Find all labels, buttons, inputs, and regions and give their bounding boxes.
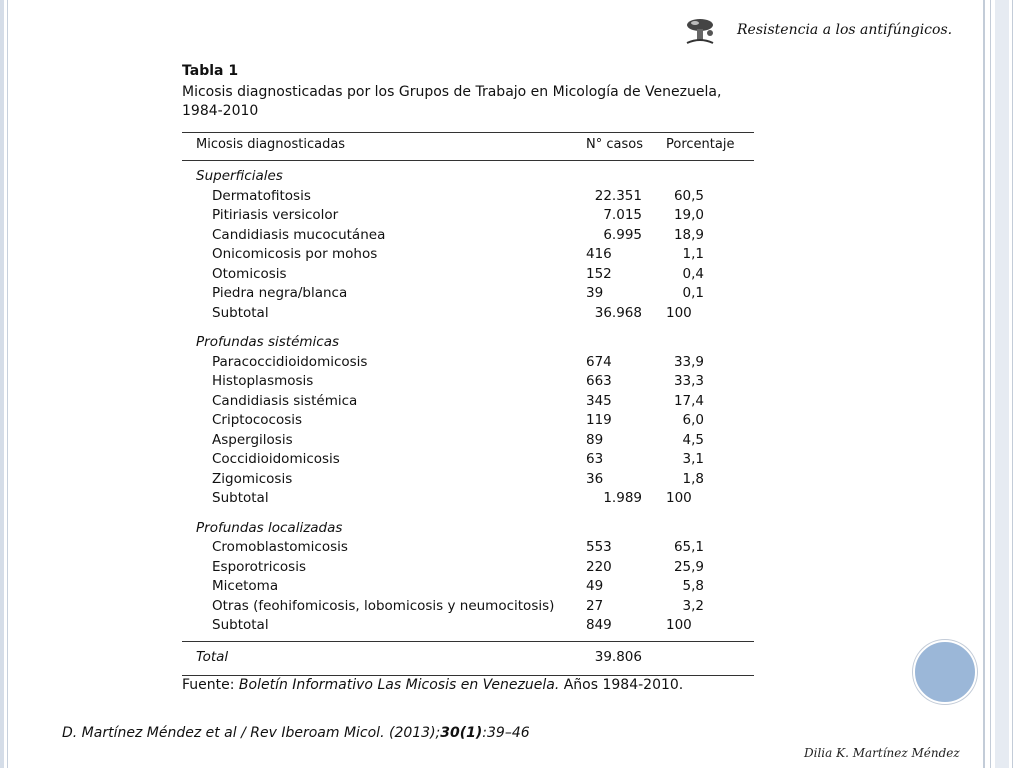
frame-right-line-2 — [990, 0, 991, 768]
cell-cases: 220 — [586, 558, 612, 575]
source-prefix: Fuente: — [182, 677, 239, 693]
group-name: Profundas localizadas — [196, 519, 343, 536]
column-header-micosis: Micosis diagnosticadas — [196, 137, 346, 152]
table-row — [182, 305, 754, 324]
table-row — [182, 559, 754, 578]
frame-right-line-1 — [983, 0, 985, 768]
table-row — [182, 539, 754, 558]
cell-percentage: 100 — [666, 304, 692, 321]
cell-cases: 36 — [586, 470, 604, 487]
table-row — [182, 188, 754, 207]
citation-pages: :39–46 — [482, 725, 530, 741]
cell-name: Aspergilosis — [212, 431, 293, 448]
cell-name: Candidiasis mucocutánea — [212, 226, 386, 243]
cell-name: Subtotal — [212, 617, 269, 633]
cell-cases: 22.351 — [594, 187, 642, 204]
table-row — [182, 285, 754, 304]
cell-cases: 6.995 — [603, 226, 642, 243]
decorative-circle — [913, 640, 977, 704]
table-row — [182, 432, 754, 451]
table-row — [182, 451, 754, 470]
cell-percentage: 100 — [666, 617, 692, 633]
cell-percentage: 4,5 — [682, 431, 704, 448]
table-row — [182, 490, 754, 509]
cell-percentage: 100 — [666, 490, 692, 506]
table-row — [182, 373, 754, 392]
cell-name: Pitiriasis versicolor — [212, 207, 339, 223]
table-row — [182, 471, 754, 490]
cell-cases: 63 — [586, 451, 604, 467]
cell-name: Cromoblastomicosis — [212, 539, 348, 555]
cell-cases: 7.015 — [603, 207, 642, 223]
cell-cases: 416 — [586, 246, 612, 262]
cell-cases: 663 — [586, 373, 612, 389]
total-cases: 39.806 — [594, 648, 642, 665]
cell-percentage: 5,8 — [682, 578, 704, 594]
cell-cases: 36.968 — [594, 304, 642, 321]
cell-percentage: 1,8 — [682, 470, 704, 487]
table-row — [182, 412, 754, 431]
table-header-rule — [182, 160, 754, 161]
cell-name: Histoplasmosis — [212, 373, 314, 389]
group-name: Profundas sistémicas — [196, 334, 340, 350]
cell-cases: 345 — [586, 392, 612, 409]
cell-cases: 49 — [586, 578, 604, 594]
table-total-rule — [182, 641, 754, 642]
table-row — [182, 598, 754, 617]
citation-volume: 30(1) — [440, 725, 483, 741]
cell-name: Piedra negra/blanca — [212, 285, 348, 301]
table-top-rule — [182, 132, 754, 133]
source-suffix: Años 1984-2010. — [559, 677, 684, 693]
cell-name: Esporotricosis — [212, 558, 306, 575]
total-label: Total — [196, 648, 229, 665]
cell-percentage: 17,4 — [673, 392, 704, 409]
cell-name: Onicomicosis por mohos — [212, 246, 378, 262]
cell-name: Criptococosis — [212, 412, 303, 428]
frame-left-line — [7, 0, 8, 768]
cell-cases: 1.989 — [603, 490, 642, 506]
cell-percentage: 3,2 — [682, 597, 704, 614]
frame-right-line-3 — [1012, 0, 1013, 768]
table-group-row — [182, 334, 754, 353]
table-row — [182, 393, 754, 412]
cell-name: Micetoma — [212, 578, 279, 594]
cell-cases: 27 — [586, 597, 604, 614]
cell-percentage: 1,1 — [682, 246, 704, 262]
cell-cases: 119 — [586, 412, 612, 428]
frame-right-stripe — [995, 0, 1009, 768]
cell-percentage: 60,5 — [673, 187, 704, 204]
cell-name: Otomicosis — [212, 265, 287, 282]
cell-percentage: 65,1 — [673, 539, 704, 555]
frame-left-stripe — [0, 0, 4, 768]
table-source — [182, 677, 683, 693]
table-row — [182, 617, 754, 636]
cell-percentage: 25,9 — [673, 558, 704, 575]
table-row — [182, 207, 754, 226]
table-row — [182, 266, 754, 285]
cell-name: Subtotal — [212, 304, 269, 321]
cell-name: Otras (feohifomicosis, lobomicosis y neumocitosis) — [212, 597, 555, 614]
mycosis-table — [182, 132, 754, 676]
cell-cases: 39 — [586, 285, 604, 301]
cell-name: Zigomicosis — [212, 470, 293, 487]
source-title: Boletín Informativo Las Micosis en Venezuela. — [238, 677, 560, 693]
cell-cases: 553 — [586, 539, 612, 555]
cell-percentage: 33,9 — [673, 353, 704, 370]
table-caption: Micosis diagnosticadas por los Grupos de Trabajo en Micología de Venezuela, 1984-2010 — [182, 84, 722, 119]
cell-percentage: 33,3 — [673, 373, 704, 389]
cell-name: Candidiasis sistémica — [212, 392, 358, 409]
column-header-casos: N° casos — [586, 137, 643, 152]
cell-cases: 152 — [586, 265, 612, 282]
group-name: Superficiales — [196, 168, 283, 184]
cell-percentage: 0,1 — [682, 285, 704, 301]
table-bottom-rule — [182, 675, 754, 676]
column-header-porcentaje: Porcentaje — [666, 137, 735, 152]
table-row — [182, 578, 754, 597]
cell-name: Coccidioidomicosis — [212, 451, 340, 467]
cell-percentage: 18,9 — [673, 226, 704, 243]
table-group-row — [182, 520, 754, 539]
fungus-logo-icon — [683, 15, 717, 47]
cell-percentage: 0,4 — [682, 265, 704, 282]
cell-percentage: 6,0 — [682, 412, 704, 428]
cell-percentage: 19,0 — [673, 207, 704, 223]
cell-name: Dermatofitosis — [212, 187, 311, 204]
cell-name: Paracoccidioidomicosis — [212, 353, 368, 370]
cell-name: Subtotal — [212, 490, 269, 506]
journal-citation — [62, 725, 530, 741]
table-total-row — [182, 649, 754, 668]
citation-authors: D. Martínez Méndez et al / Rev Iberoam Micol. (2013); — [62, 725, 441, 741]
table-row — [182, 354, 754, 373]
cell-cases: 89 — [586, 431, 604, 448]
cell-percentage: 3,1 — [682, 451, 704, 467]
table-group-row — [182, 168, 754, 187]
slide-author: Dilia K. Martínez Méndez — [804, 746, 960, 760]
cell-cases: 849 — [586, 617, 612, 633]
table-row — [182, 227, 754, 246]
slide-header-title: Resistencia a los antifúngicos. — [737, 22, 953, 38]
table-label: Tabla 1 — [182, 63, 239, 79]
table-row — [182, 246, 754, 265]
cell-cases: 674 — [586, 353, 612, 370]
